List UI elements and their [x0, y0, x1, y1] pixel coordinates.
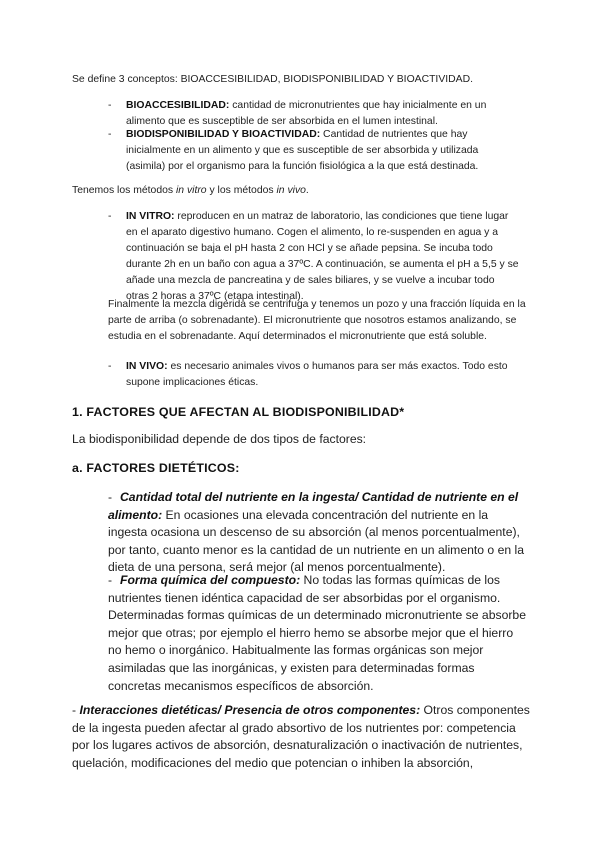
factor-term: Cantidad total del nutriente en la ingesta/ Cantidad de nutriente en el alimento:	[108, 490, 519, 522]
note-text: Finalmente la mezcla digerida se centrifuga y tenemos un pozo y una fracción líquida en la parte de arriba (o sobrenadante). El micronutriente que nosotros estamos analizando, se estudia en el sobrenadante. Aquí determinados el micronutriente que está soluble.	[108, 299, 526, 342]
definition-text: Se define 3 conceptos: BIOACCESIBILIDAD, BIODISPONIBILIDAD Y BIOACTIVIDAD.	[72, 74, 473, 85]
factor-term: Forma química del compuesto:	[120, 573, 301, 587]
centrifuge-note	[108, 297, 526, 345]
concept-biodisponibilidad	[126, 127, 518, 175]
concept-term: BIOACCESIBILIDAD:	[126, 100, 230, 111]
bullet-dash: -	[108, 490, 113, 504]
bullet-dash: -	[108, 129, 112, 140]
in-vitro-italic: in vitro	[175, 185, 207, 196]
concept-text: Cantidad de nutrientes que hay inicialmente en un alimento y que es susceptible de ser absorbida y utilizada (asimila) por el organismo para la función fisiológica a la que está destinada.	[126, 129, 479, 172]
bullet-dash: -	[108, 573, 113, 587]
section-heading-dieteticos: a. FACTORES DIETÉTICOS:	[72, 461, 240, 475]
concept-term: BIODISPONIBILIDAD Y BIOACTIVIDAD:	[126, 129, 321, 140]
method-text: es necesario animales vivos o humanos para ser más exactos. Todo esto supone implicaciones éticas.	[126, 361, 508, 388]
factor-text: En ocasiones una elevada concentración del nutriente en la ingesta ocasiona un descenso de su absorción (al menos porcentualmente), por tanto, cuanto menor es la cantidad de un nutriente en un alimento o en la dieta de una persona, será mejor (al menos porcentualmente).	[108, 507, 525, 575]
factor-text: Otros componentes de la ingesta pueden afectar al grado absortivo de los nutrientes por: competencia por los lugares activos de absorción, desnaturalización o inactivación de nutrientes, quelación, modificaciones del medio que potencian o inhiben la absorción,	[72, 703, 530, 770]
section-intro	[72, 431, 532, 449]
factor-cantidad-total	[108, 489, 528, 577]
factor-interacciones	[72, 702, 534, 772]
bullet-dash: -	[72, 703, 77, 717]
methods-text: y los métodos	[206, 185, 277, 196]
methods-text: .	[305, 185, 309, 196]
section-intro-text: La biodisponibilidad depende de dos tipos de factores:	[72, 432, 367, 446]
bullet-dash: -	[108, 211, 112, 222]
factor-forma-quimica	[108, 572, 528, 695]
in-vivo-italic: in vivo	[276, 185, 306, 196]
method-text: reproducen en un matraz de laboratorio, las condiciones que tiene lugar en el aparato digestivo humano. Cogen el alimento, lo re-suspenden en agua y a continuación se baja el pH hasta 2 con HCl y se añade pepsina. Se incuba todo durante 2h en un baño con agua a 37ºC. A continuación, se aumenta el pH a 5,5 y se añade una mezcla de pancreatina y de sales biliares, y se vuelve a incubar todo otras 2 horas a 37ºC (etapa intestinal).	[126, 211, 519, 302]
methods-paragraph	[72, 183, 532, 199]
methods-text: Tenemos los métodos	[72, 185, 176, 196]
method-term: IN VIVO:	[126, 361, 168, 372]
method-in-vivo	[126, 359, 522, 391]
bullet-dash: -	[108, 361, 112, 372]
concept-bioaccesibilidad	[126, 98, 516, 130]
method-term: IN VITRO:	[126, 211, 175, 222]
factor-text: No todas las formas químicas de los nutrientes tienen idéntica capacidad de ser absorbidas por el organismo. Determinadas formas químicas de un determinado micronutriente se absorbe mejor que otras; por ejemplo el hierro hemo se absorbe mejor que el hierro no hemo o inorgánico. Habitualmente las formas orgánicas son mejor asimiladas que las inorgánicas, y existen para determinadas formas concretas mecanismos específicos de absorción.	[108, 573, 526, 693]
bullet-dash: -	[108, 100, 112, 111]
definition-paragraph	[72, 72, 532, 88]
method-in-vitro	[126, 209, 520, 305]
section-heading-factores: 1. FACTORES QUE AFECTAN AL BIODISPONIBILIDAD*	[72, 405, 405, 419]
concept-text: cantidad de micronutrientes que hay inicialmente en un alimento que es susceptible de ser absorbida en el lumen intestinal.	[126, 100, 487, 127]
factor-term: Interacciones dietéticas/ Presencia de otros componentes:	[79, 703, 421, 717]
